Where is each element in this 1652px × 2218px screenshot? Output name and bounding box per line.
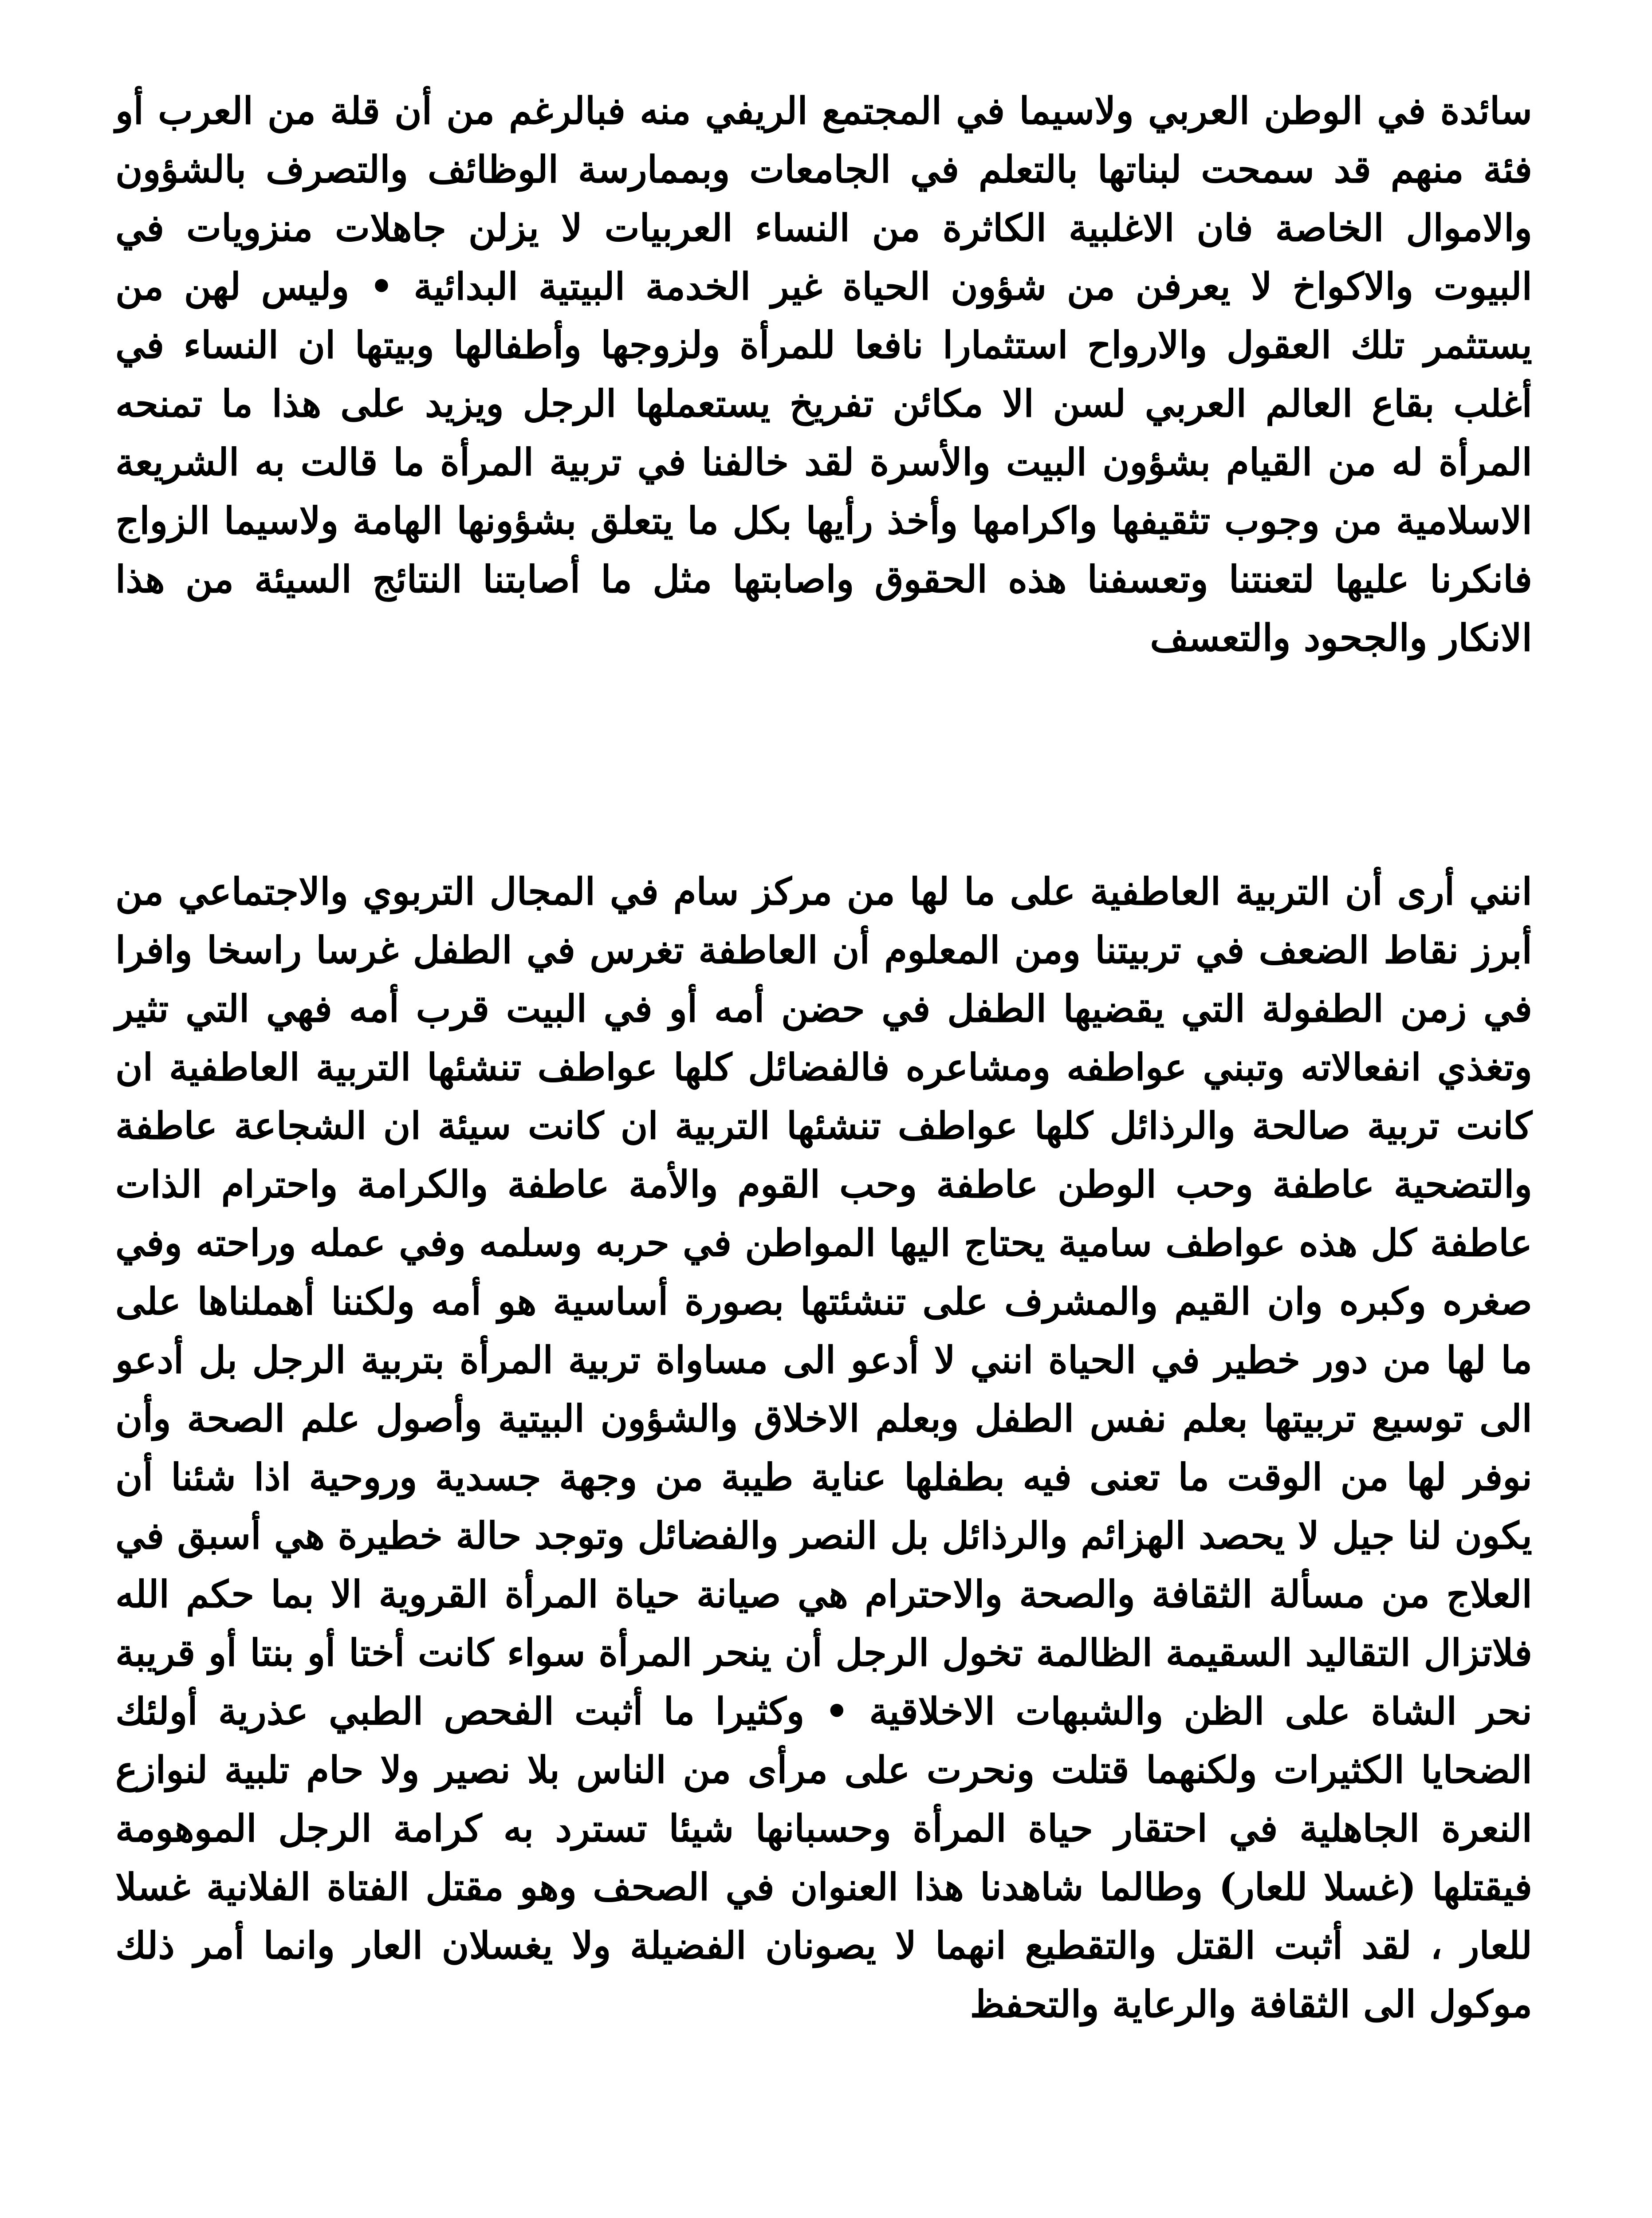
body-paragraph-1: سائدة في الوطن العربي ولاسيما في المجتمع الريفي منه فبالرغم من أن قلة من العرب أو فئة منهم قد سمحت لبناتها بالتعلم في الجامعات وبممارسة الوظائف والتصرف بالشؤون والاموال الخاصة فان الاغلبية الكاثرة من النساء العربيات لا يزلن جاهلات منزويات في البيوت والاكواخ لا يعرفن من شؤون الحياة غير الخدمة البيتية البدائية • وليس لهن من يستثمر تلك العقول والارواح استثمارا نافعا للمرأة ولزوجها وأطفالها وبيتها ان النساء في أغلب بقاع العالم العربي لسن الا مكائن تفريخ يستعملها الرجل ويزيد على هذا ما تمنحه المرأة له من القيام بشؤون البيت والأسرة لقد خالفنا في تربية المرأة ما قالت به الشريعة الاسلامية من وجوب تثقيفها واكرامها وأخذ رأيها بكل ما يتعلق بشؤونها الهامة ولاسيما الزواج فانكرنا عليها لتعنتنا وتعسفنا هذه الحقوق واصابتها مثل ما أصابتنا النتائج السيئة من هذا الانكار والجحود والتعسف [115, 89, 1532, 660]
body-paragraph-2: انني أرى أن التربية العاطفية على ما لها من مركز سام في المجال التربوي والاجتماعي من أبرز نقاط الضعف في تربيتنا ومن المعلوم أن العاطفة تغرس في الطفل غرسا راسخا وافرا في زمن الطفولة التي يقضيها الطفل في حضن أمه أو في البيت قرب أمه فهي التي تثير وتغذي انفعالاته وتبني عواطفه ومشاعره فالفضائل كلها عواطف تنشئها التربية العاطفية ان كانت تربية صالحة والرذائل كلها عواطف تنشئها التربية ان كانت سيئة ان الشجاعة عاطفة والتضحية عاطفة وحب الوطن عاطفة وحب القوم والأمة عاطفة والكرامة واحترام الذات عاطفة كل هذه عواطف سامية يحتاج اليها المواطن في حربه وسلمه وفي عمله وراحته وفي صغره وكبره وان القيم والمشرف على تنشئتها بصورة أساسية هو أمه ولكننا أهملناها على ما لها من دور خطير في الحياة انني لا أدعو الى مساواة تربية المرأة بتربية الرجل بل أدعو الى توسيع تربيتها بعلم نفس الطفل وبعلم الاخلاق والشؤون البيتية وأصول علم الصحة وأن نوفر لها من الوقت ما تعنى فيه بطفلها عناية طيبة من وجهة جسدية وروحية اذا شئنا أن يكون لنا جيل لا يحصد الهزائم والرذائل بل النصر والفضائل وتوجد حالة خطيرة هي أسبق في العلاج من مسألة الثقافة والصحة والاحترام هي صيانة حياة المرأة القروية الا بما حكم الله فلاتزال التقاليد السقيمة الظالمة تخول الرجل أن ينحر المرأة سواء كانت أختا أو بنتا أو قريبة نحر الشاة على الظن والشبهات الاخلاقية • وكثيرا ما أثبت الفحص الطبي عذرية أولئك الضحايا الكثيرات ولكنهما قتلت ونحرت على مرأى من الناس بلا نصير ولا حام تلبية لنوازع النعرة الجاهلية في احتقار حياة المرأة وحسبانها شيئا تسترد به كرامة الرجل الموهومة فيقتلها (غسلا للعار) وطالما شاهدنا هذا العنوان في الصحف وهو مقتل الفتاة الفلانية غسلا للعار ، لقد أثبت القتل والتقطيع انهما لا يصونان الفضيلة ولا يغسلان العار وانما أمر ذلك موكول الى الثقافة والرعاية والتحفظ [115, 869, 1533, 2026]
